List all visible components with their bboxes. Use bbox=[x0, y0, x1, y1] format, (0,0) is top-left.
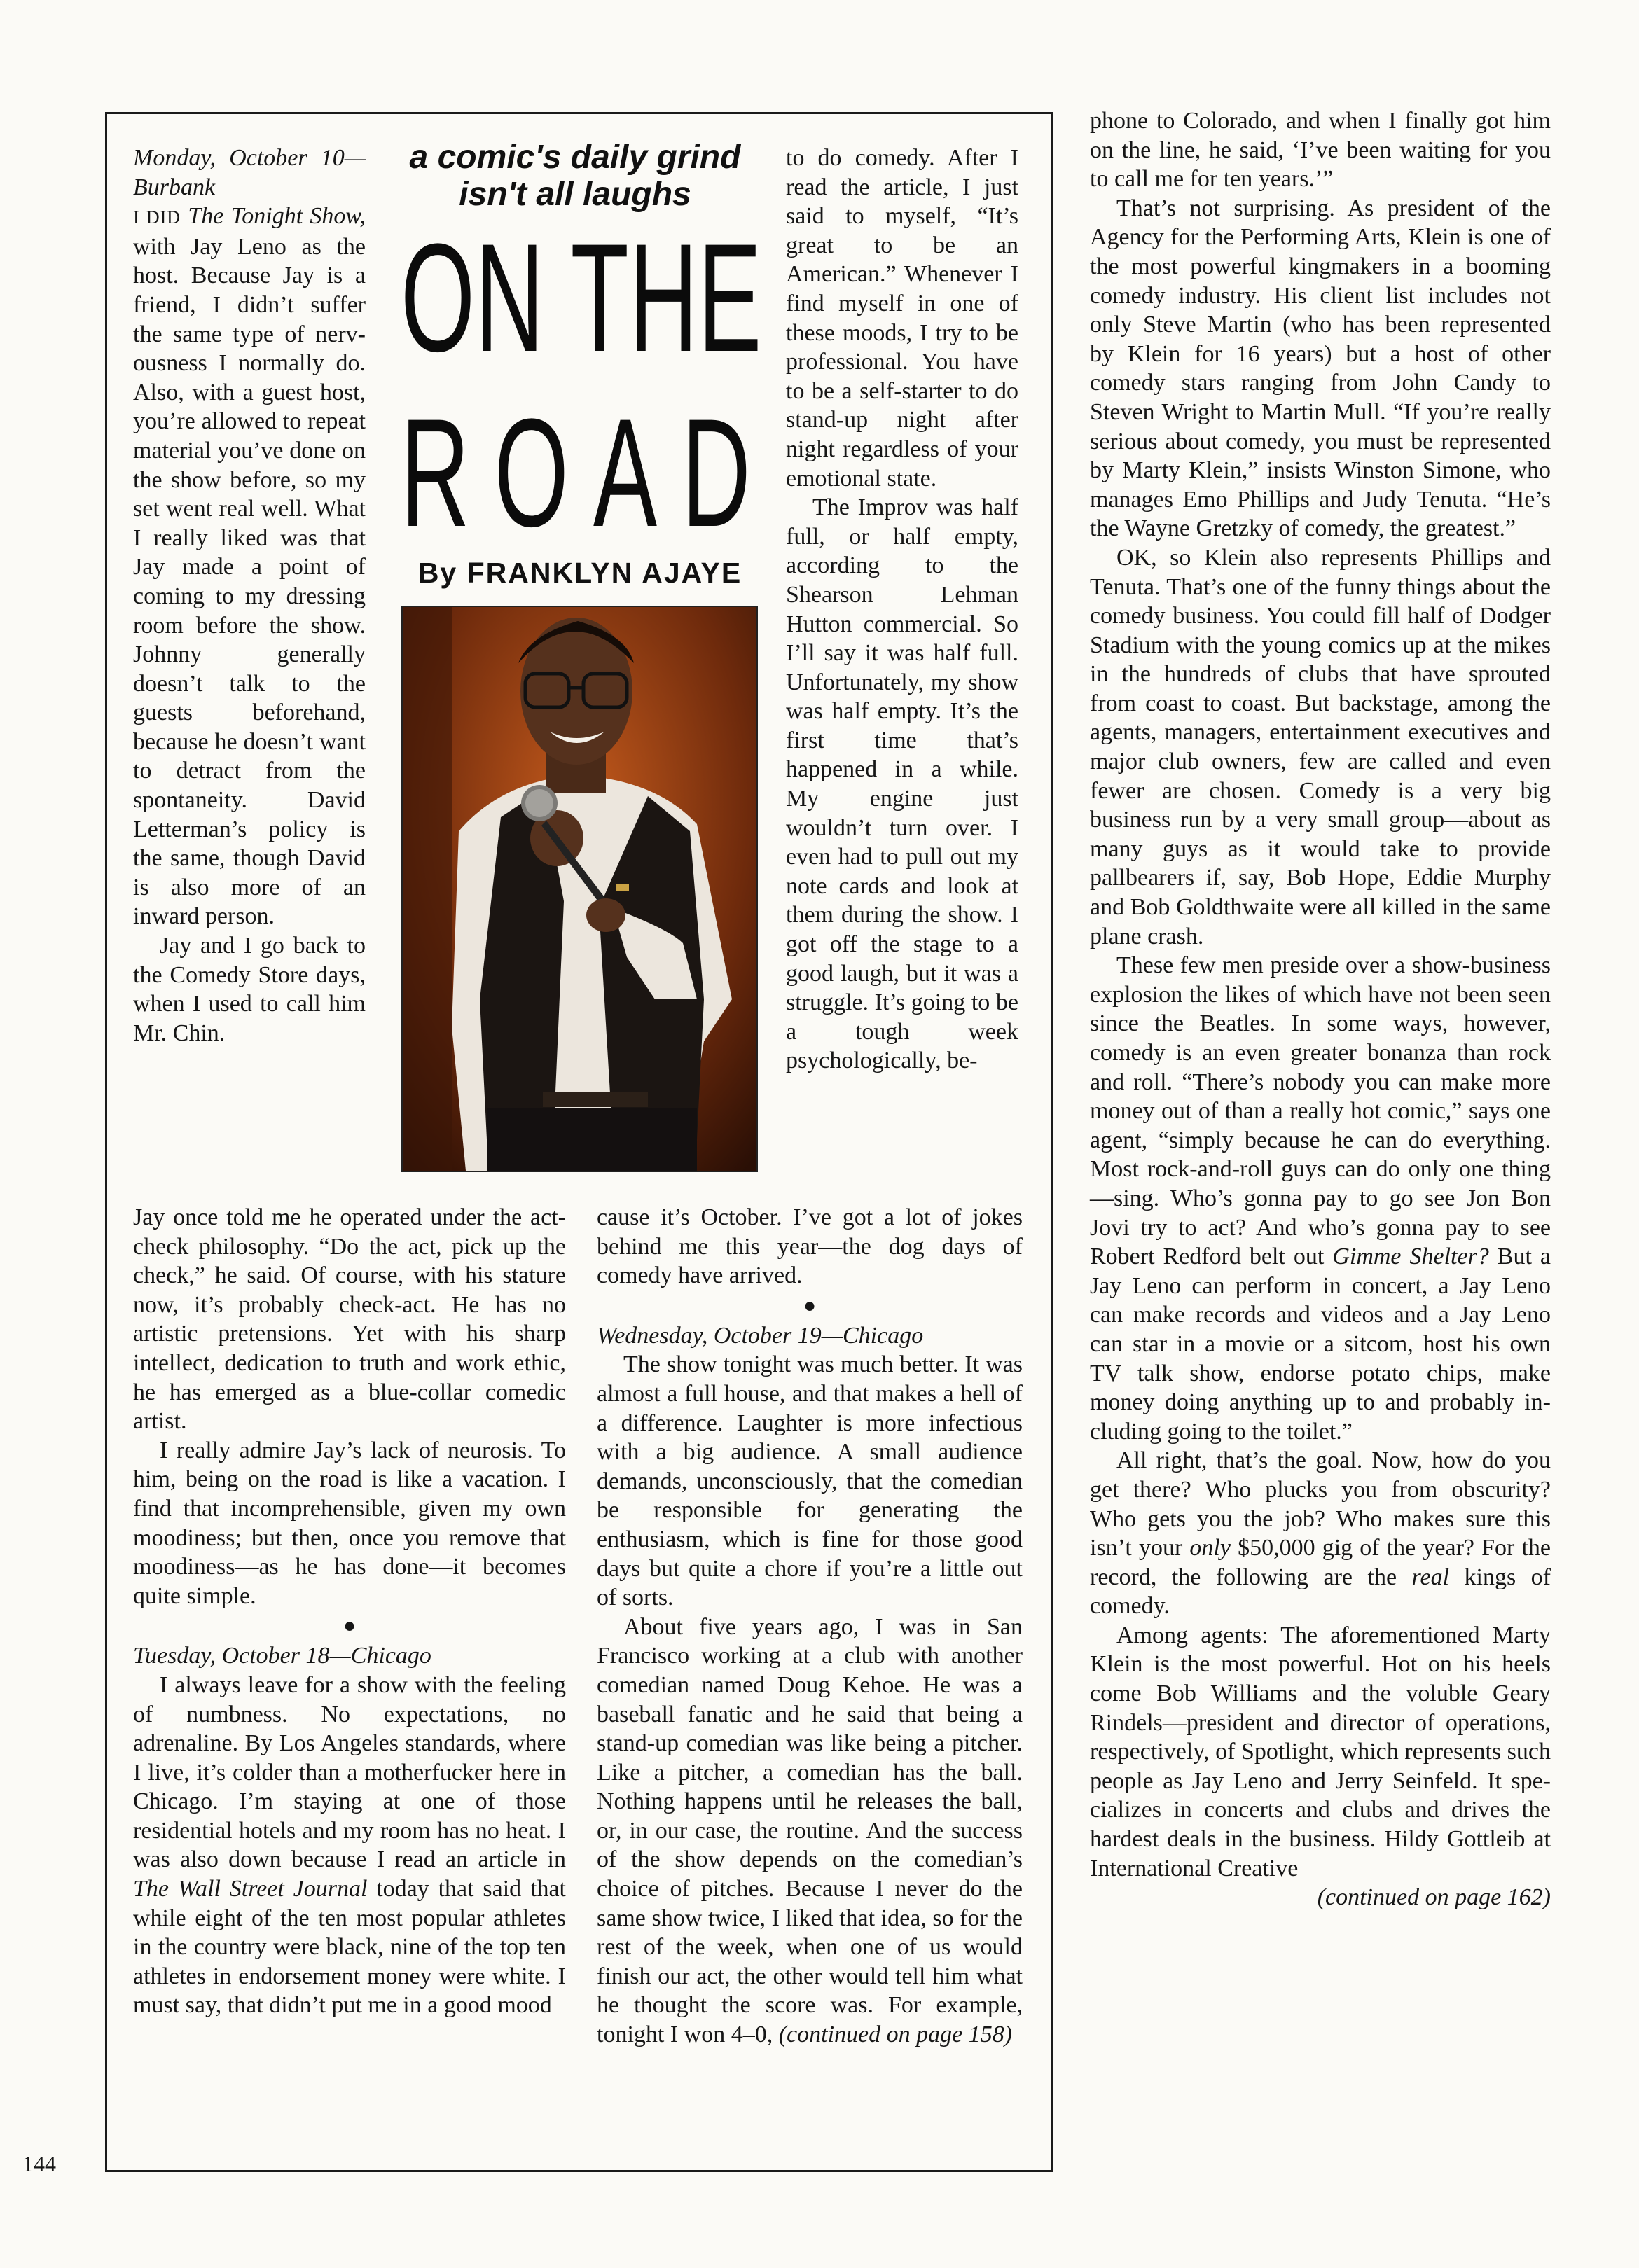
paragraph-text: About five years ago, I was in San Francisco working at a club with another comedian named Doug Kehoe. He was a baseball fanatic and he said that being a stand-up comedian was like being a pitcher. Like a pitcher, a comedian has the ball. Nothing happens until he releases the ball, or, in our case, the routine. And the success of the show depends on the comedian’s choice of pitches. Because I never do the same show twice, I liked that idea, so for the rest of the week, when one of us would finish our act, the other would tell him what he thought the score was. For example, tonight I won 4–0, bbox=[597, 1613, 1023, 2048]
tagline: a comic's daily grind isn't all laughs bbox=[409, 139, 741, 213]
title-letter bbox=[544, 210, 571, 385]
paragraph: to do comedy. After I read the article, I just said to myself, “It’s great to be an American.” Whenever I find myself in one of these moods, I try to be professional. You have to be a self-starter to do stand-up night after night regardless of your emotional state. bbox=[786, 145, 1018, 492]
title-letter: D bbox=[682, 387, 751, 559]
paragraph: Jay and I go back to the Comedy Store days, when I used to call him Mr. Chin. bbox=[133, 933, 366, 1046]
show-title: The Tonight Show, bbox=[188, 203, 366, 230]
paragraph: Among agents: The aforementioned Marty Klein is the most powerful. Hot on his heels come Bob Williams and the voluble Geary Rindels—president and director of operations, respectively, of Spotlight, which represents such people as Jay Leno and Jerry Seinfeld. It specializes in concerts and clubs and drives the hardest deals in the business. Hildy Gottleib at International Creative bbox=[1090, 1622, 1551, 1881]
title-letter: A bbox=[593, 387, 658, 559]
paragraph: I really admire Jay’s lack of neurosis. To him, being on the road is like a vacation. I find that incomprehensible, given my own moodiness; but then, once you remove that moodiness—as he has done—it becomes quite simple. bbox=[133, 1437, 566, 1609]
continued-note: (continued on page 162) bbox=[1317, 1884, 1551, 1911]
paragraph-text: with Jay Leno as the host. Because Jay is a friend, I didn’t suffer the same type of nervousness I normally do. Also, with a guest host, you’re allowed to repeat material you’ve done on the show before, so my set went real well. What I really liked was that Jay made a point of coming to my dressing room before the show. Johnny generally doesn’t talk to the guests beforehand, because he doesn’t want to detract from the spontaneity. David Letterman’s policy is the same, though David is also more of an inward person. bbox=[133, 233, 366, 930]
paragraph bbox=[1090, 1446, 1551, 1621]
paragraph bbox=[133, 202, 366, 931]
dateline-monday: Monday, October 10—Burbank bbox=[133, 145, 366, 200]
section-bullet: ● bbox=[803, 1293, 817, 1317]
title-letter: R bbox=[401, 387, 470, 559]
paragraph-text: All right, that’s the goal. Now, how do you get there? Who plucks you from obscurity? Who gets you the job? Who makes sure this isn’t your bbox=[1090, 1447, 1551, 1561]
paragraph: The Improv was half full, or half empty, according to the Shearson Lehman Hutton commercial. So I’ll say it was half full. Unfortunately, my show was half empty. It’s the first time that’s happened in a while. My engine just wouldn’t turn over. I even had to pull out my note cards and look at them during the show. I got off the stage to a good laugh, but it was a struggle. It’s going to be a tough week psychologically, be- bbox=[786, 494, 1018, 1074]
paragraph: OK, so Klein also represents Phillips and Tenuta. That’s one of the funny things about the comedy business. You could fill half of Dodger Stadium with the young comics up at the mikes in the hundreds of clubs that have sprouted from coast to coast. But backstage, among the agents, managers, entertainment executives and major club owners, few are called and even fewer are chosen. Comedy is a very big business run by a very small group—about as many guys as it would take to provide pallbearers if, say, Bob Hope, Eddie Murphy and Bob Goldthwaite were all killed in the same plane crash. bbox=[1090, 544, 1551, 949]
paragraph-text: These few men preside over a show-business explosion the likes of which have not been seen since the Beatles. In some ways, however, comedy is an even greater bonanza than rock and roll. “There’s nobody you can make more money out of than a really hot comic,” says one agent, “simply because he can do everything. Most rock-and-roll guys can do only one thing—sing. Who’s gonna pay to go see Jon Bon Jovi try to act? And who’s gonna pay to see Robert Redford belt out bbox=[1090, 952, 1551, 1270]
lead-in-smallcaps: I DID bbox=[133, 207, 181, 228]
paragraph-text: I always leave for a show with the feeling of numbness. No expectations, no adrenaline. By Los Angeles standards, where I live, it’s colder than a motherfucker here in Chicago. I’m staying at one of those residential hotels and my room has no heat. I was also down because I read an article in bbox=[133, 1671, 566, 1873]
paragraph bbox=[597, 1613, 1023, 2050]
title-letter: E bbox=[698, 211, 762, 384]
column-2-narrow bbox=[786, 144, 1018, 1076]
paragraph-text: But a Jay Leno can perform in concert, a Jay Leno can make records and videos and a Jay Leno can star in a movie or a sitcom, host his own TV talk show, endorse potato chips, make money doing anything up to and probably including going to the toilet.” bbox=[1090, 1244, 1551, 1445]
publication-title: The Wall Street Journal bbox=[133, 1876, 368, 1902]
dateline-wednesday: Wednesday, October 19—Chicago bbox=[597, 1322, 924, 1349]
section-bullet: ● bbox=[343, 1614, 357, 1638]
paragraph-text: kings of comedy. bbox=[1090, 1564, 1551, 1620]
title-letter: O bbox=[401, 211, 476, 384]
paragraph-text: $50,000 gig of the year? For the record, the following are the bbox=[1090, 1535, 1551, 1590]
author-photo bbox=[401, 606, 758, 1172]
song-title: Gimme Shelter? bbox=[1332, 1244, 1489, 1270]
paragraph: phone to Colorado, and when I finally got him on the line, he said, ‘I’ve been waiting for you to call me for ten years.’” bbox=[1090, 108, 1551, 193]
paragraph bbox=[1090, 951, 1551, 1446]
emphasis: real bbox=[1411, 1564, 1450, 1590]
dateline-tuesday: Tuesday, October 18—Chicago bbox=[133, 1643, 431, 1669]
column-1-narrow bbox=[133, 144, 366, 1048]
title-letter: H bbox=[628, 211, 698, 384]
title-line-1 bbox=[401, 210, 762, 385]
paragraph: The show tonight was much better. It was almost a full house, and that makes a hell of a difference. Laughter is more infectious with a big audience. A small audience demands, unconsciously, that the comedian be responsible for generating the enthusiasm, which is fine for those good days but quite a chore if you’re a little out of sorts. bbox=[597, 1351, 1023, 1611]
emphasis: only bbox=[1189, 1535, 1231, 1561]
column-1-wide bbox=[133, 1203, 566, 2020]
paragraph: cause it’s October. I’ve got a lot of jokes behind me this year—the dog days of comedy have arrived. bbox=[597, 1204, 1023, 1289]
paragraph: That’s not surprising. As president of the Agency for the Performing Arts, Klein is one of the most powerful kingmakers in a booming comedy industry. His client list includes not only Steve Martin (who has been represented by Klein for 16 years) but a host of other comedy stars ranging from John Candy to Steven Wright to Martin Mull. “If you’re really serious about comedy, you must be represented by Marty Klein,” insists Winston Simone, who manages Emo Phillips and Judy Tenuta. “He’s the Wayne Gretzky of comedy, the greatest.” bbox=[1090, 195, 1551, 542]
page-number: 144 bbox=[22, 2151, 56, 2176]
title-letter: O bbox=[494, 387, 569, 559]
continued-note: (continued on page 158) bbox=[778, 2022, 1013, 2048]
title-line-2 bbox=[401, 385, 751, 560]
paragraph-text: today that said that while eight of the ten most popular athletes in the country were black, nine of the top ten athletes in endorsement money were white. I must say, that didn’t put me in a good mood bbox=[133, 1876, 567, 2019]
column-3 bbox=[1090, 106, 1551, 1912]
byline: By FRANKLYN AJAYE bbox=[417, 557, 742, 589]
paragraph: Jay once told me he operated under the act-check philosophy. “Do the act, pick up the check,” he said. Of course, with his stature now, it’s probably check-act. He has no artistic pretensions. Yet with his sharp intellect, dedication to truth and work ethic, he has emerged as a blue-collar comedic artist. bbox=[133, 1204, 566, 1435]
column-2-wide bbox=[597, 1203, 1023, 2050]
paragraph bbox=[133, 1671, 566, 2020]
title-letter: T bbox=[570, 211, 629, 384]
title-letter: N bbox=[475, 211, 544, 384]
